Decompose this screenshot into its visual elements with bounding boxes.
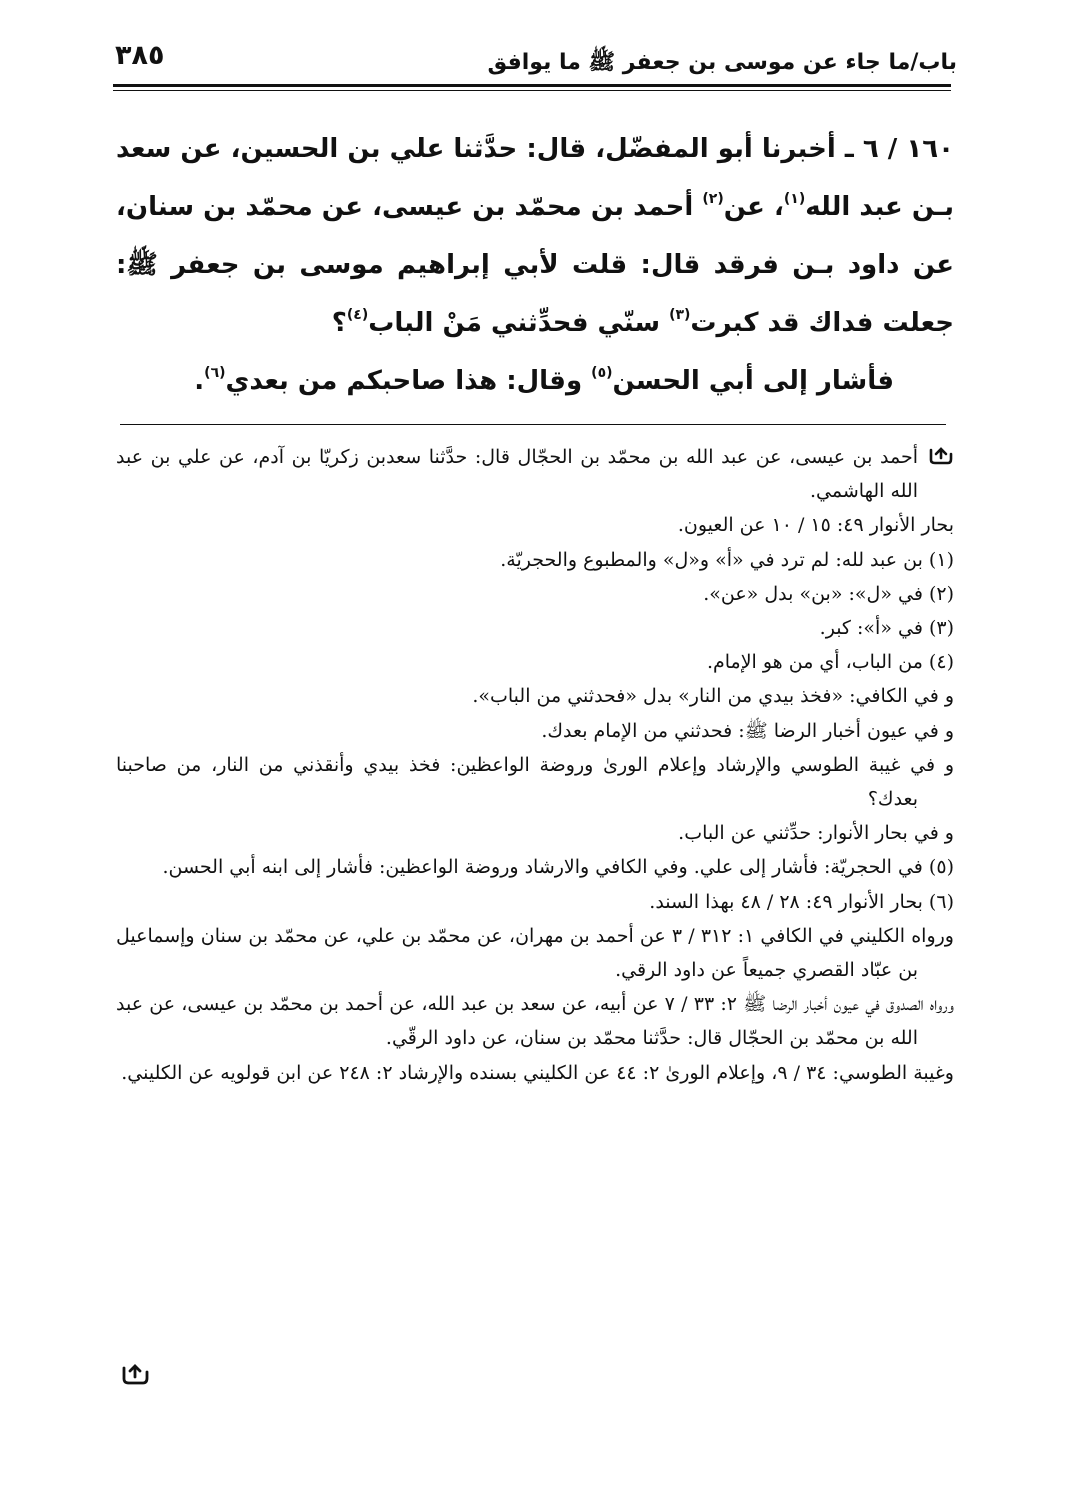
footnote-saduq: ورواه الصدوق في عيون أخبار الرضا ﷺ ٢: ٣٣ / ٧ عن أبيه، عن سعد بن عبد الله، عن أحمد بن محمّد بن عيسى، عن عبد الله بن محمّد بن الحجّال قال: حدَّثنا محمّد بن سنان، عن داود الرقّي.	[116, 993, 954, 1050]
footnote-ref: (٥)	[591, 365, 613, 381]
header-rule-thin	[113, 90, 951, 91]
footnote-rule	[120, 424, 946, 425]
header-rule	[113, 84, 951, 87]
hadith-source-icon	[928, 446, 954, 466]
footnote-4: (٤) من الباب، أي من هو الإمام.	[706, 651, 954, 674]
footnote-4-kafi: و في الكافي: «فخذ بيدي من النار» بدل «فحدثني من الباب».	[472, 685, 954, 708]
footnote-chain: أحمد بن عيسى، عن عبد الله بن محمّد بن الحجّال قال: حدَّثنا سعدبن زكريّا بن آدم، عن علي بن عبد الله الهاشمي.	[116, 440, 954, 508]
footnote-4-ghayba: و في غيبة الطوسي والإرشاد وإعلام الورىٰ وروضة الواعظين: فخذ بيدي وأنقذني من النار، من صاحبنا بعدك؟	[116, 753, 954, 811]
footnote-1: (١) بن عبد لله: لم ترد في «أ» و«ل» والمطبوع والحجريّة.	[500, 548, 954, 571]
footnote-4-bihar: و في بحار الأنوار: حدِّثني عن الباب.	[678, 822, 954, 845]
page-number: ٣٨٥	[115, 40, 165, 71]
footnote-tusi: وغيبة الطوسي: ٣٤ / ٩، وإعلام الورىٰ ٢: ٤٤ عن الكليني بسنده والإرشاد ٢: ٢٤٨ عن ابن قولويه عن الكليني.	[121, 1061, 954, 1084]
end-of-section-icon	[120, 1362, 150, 1388]
footnote-4-uyun: و في عيون أخبار الرضا ﷺ: فحدثني من الإمام بعدك.	[541, 719, 954, 742]
hadith-answer: فأشار إلى أبي الحسن$^{(٥)}$ وقال: هذا صاحبكم من بعدي$^{(٦)}$.	[194, 365, 894, 396]
footnote-2: (٢) في «ل»: «بن» بدل «عن».	[703, 582, 954, 605]
running-head: باب/ما جاء عن موسى بن جعفر ﷺ ما يوافق	[487, 50, 957, 75]
footnote-ref: (٣)	[669, 307, 691, 323]
hadith-paragraph: ١٦٠ / ٦ ـ أخبرنا أبو المفضّل، قال: حدَّثنا علي بن الحسين، عن سعد بـن عبد الله$^{(١)}$، عن$^{(٢)}$ أحمد بن محمّد بن عيسى، عن محمّد بن سنان، عن داود بـن فرقد قال: قلت لأبي إبراهيم موسى بن جعفر ﷺ: جعلت فداك قد كبرت$^{(٣)}$ سنّي فحدِّثني مَنْ الباب$^{(٤)}$؟	[116, 134, 954, 338]
footnote-5: (٥) في الحجريّة: فأشار إلى علي. وفي الكافي والارشاد وروضة الواعظين: فأشار إلى ابنه أبي الحسن.	[162, 856, 954, 879]
footnotes	[116, 440, 954, 1090]
footnote-ref: (١)	[783, 191, 806, 207]
footnote-6: (٦) بحار الأنوار ٤٩: ٢٨ / ٤٨ بهذا السند.	[649, 890, 954, 913]
footnote-ref: (٦)	[204, 365, 226, 381]
footnote-ref: (٢)	[702, 191, 724, 207]
footnote-bihar: بحار الأنوار ٤٩: ١٥ / ١٠ عن العيون.	[677, 514, 954, 537]
footnote-3: (٣) في «أ»: كبر.	[819, 617, 954, 640]
footnote-ref: (٤)	[346, 307, 369, 323]
footnote-kulayni: ورواه الكليني في الكافي ١: ٣١٢ / ٣ عن أحمد بن مهران، عن محمّد بن علي، عن محمّد بن سنان وإسماعيل بن عبّاد القصري جميعاً عن داود الرقي.	[116, 924, 954, 982]
main-text	[116, 120, 954, 410]
